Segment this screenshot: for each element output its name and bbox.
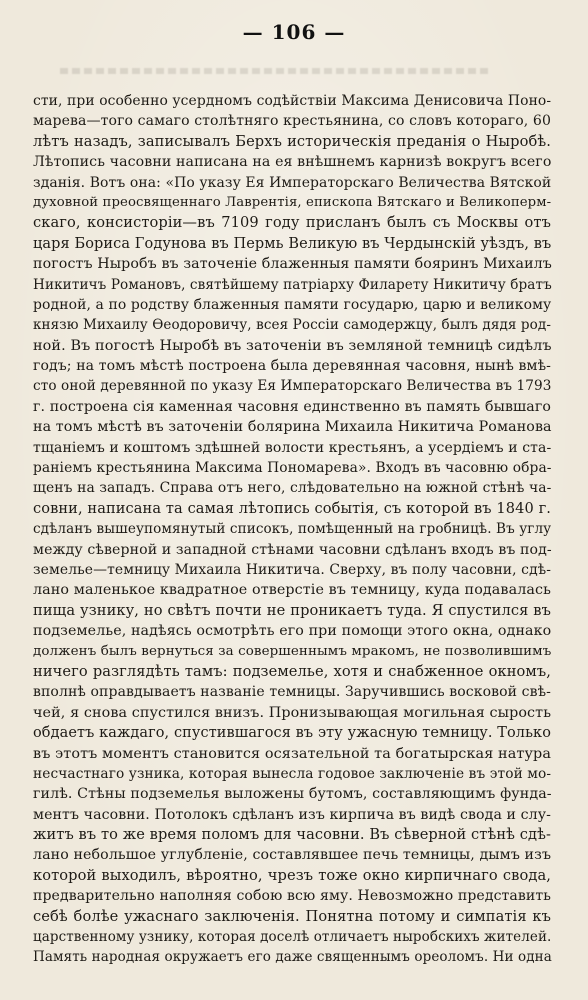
text-line: земелье—темницу Михаила Никитича. Сверху, въ полу часовни, сдѣ- — [33, 561, 551, 578]
text-line: тщаніемъ и коштомъ здѣшней волости крестьянъ, а усердіемъ и ста- — [33, 439, 552, 456]
text-line: вполнѣ оправдываетъ названіе темницы. Заручившись восковой свѣ- — [33, 684, 551, 701]
text-line: которой выходилъ, вѣроятно, чрезъ тоже окно кирпичнаго свода, — [33, 866, 551, 884]
text-line: щенъ на западъ. Справа отъ него, слѣдовательно на южной стѣнѣ ча- — [33, 480, 552, 497]
text-line: предварительно наполняя собою всю яму. Невозможно представить — [33, 888, 551, 905]
text-line: ментъ часовни. Потолокъ сдѣланъ изъ кирпича въ видѣ свода и слу- — [33, 806, 552, 823]
text-line: царственному узнику, которая доселѣ отличаетъ ныробскихъ жителей. — [33, 929, 552, 946]
text-line: сти, при особенно усердномъ содѣйствіи Максима Денисовича Поно- — [33, 93, 552, 109]
text-line: лѣтъ назадъ, записывалъ Берхъ историческія преданія о Ныробѣ. — [33, 132, 551, 150]
text-line: лано небольшое углубленіе, составлявшее печь темницы, дымъ изъ — [33, 847, 552, 864]
text-line: чей, я снова спустился внизъ. Пронизывающая могильная сырость — [33, 704, 552, 721]
text-line: сто оной деревянной по указу Ея Императорскаго Величества въ 1793 — [33, 378, 552, 395]
text-line: годъ; на томъ мѣстѣ построена была деревянная часовня, нынѣ вмѣ- — [33, 358, 551, 375]
text-line: зданія. Вотъ она: «По указу Ея Императорскаго Величества Вятской — [33, 174, 552, 191]
text-line: скаго, консисторіи—въ 7109 году присланъ былъ съ Москвы отъ — [33, 214, 551, 232]
text-line: гилѣ. Стѣны подземелья выложены бутомъ, составляющимъ фунда- — [33, 786, 552, 803]
page-body-text — [33, 91, 551, 968]
text-line: Лѣтопись часовни написана на ея внѣшнемъ карнизѣ вокругъ всего — [33, 154, 552, 171]
text-line: лано маленькое квадратное отверстіе въ темницу, куда подавалась — [33, 582, 551, 599]
text-line: между сѣверной и западной стѣнами часовни сдѣланъ входъ въ под- — [33, 541, 552, 558]
text-line: несчастнаго узника, которая вынесла годовое заключеніе въ этой мо- — [33, 765, 552, 782]
text-line: марева—того самаго столѣтняго крестьянина, со словъ котораго, 60 — [33, 113, 551, 130]
text-line: духовной преосвященнаго Лаврентія, епископа Вятскаго и Великоперм- — [33, 194, 552, 210]
text-line: ной. Въ погостѣ Ныробѣ въ заточеніи въ земляной темницѣ сидѣлъ — [33, 337, 552, 354]
text-line: родной, а по родству блаженныя памяти государю, царю и великому — [33, 296, 552, 313]
text-line: долженъ былъ вернуться за совершеннымъ мракомъ, не позволившимъ — [33, 643, 552, 659]
text-line: себѣ болѣе ужаснаго заключенія. Понятна потому и симпатія къ — [33, 907, 551, 925]
text-line: г. построена сія каменная часовня единственно въ память бывшаго — [33, 398, 551, 415]
text-line: Никитичъ Романовъ, святѣйшему патріарху Филарету Никитичу братъ — [33, 276, 552, 293]
page-number: — 106 — — [242, 20, 346, 44]
text-line: погостъ Ныробъ въ заточеніе блаженныя памяти бояринъ Михаилъ — [33, 256, 552, 273]
text-line: князю Михаилу Ѳеодоровичу, всея Россіи самодержцу, былъ дядя род- — [33, 317, 551, 334]
text-line: житъ въ то же время поломъ для часовни. Въ сѣверной стѣнѣ сдѣ- — [33, 826, 551, 844]
text-line: подземелье, надѣясь осмотрѣть его при помощи этого окна, однако — [33, 623, 552, 640]
text-line: сдѣланъ вышеупомянутый списокъ, помѣщенный на гробницѣ. Въ углу — [33, 521, 552, 538]
text-line: совни, написана та самая лѣтопись событія, съ которой въ 1840 г. — [33, 500, 551, 517]
text-line: ничего разглядѣть тамъ: подземелье, хотя и снабженное окномъ, — [33, 662, 551, 680]
text-line: царя Бориса Годунова въ Пермь Великую въ Чердынскій уѣздъ, въ — [33, 235, 552, 252]
text-line: Память народная окружаетъ его даже священнымъ ореоломъ. Ни одна — [33, 949, 552, 966]
show-through-text — [60, 64, 540, 80]
text-line: раніемъ крестьянина Максима Пономарева». Входъ въ часовню обра- — [33, 460, 552, 477]
text-line: обдаетъ каждаго, спустившагося въ эту ужасную темницу. Только — [33, 725, 551, 742]
text-line: въ этотъ моментъ становится осязательной та богатырская натура — [33, 745, 551, 762]
text-line: пища узнику, но свѣтъ почти не проникаетъ туда. Я спустился въ — [33, 601, 551, 619]
text-line: на томъ мѣстѣ въ заточеніи болярина Михаила Никитича Романова — [33, 419, 552, 436]
